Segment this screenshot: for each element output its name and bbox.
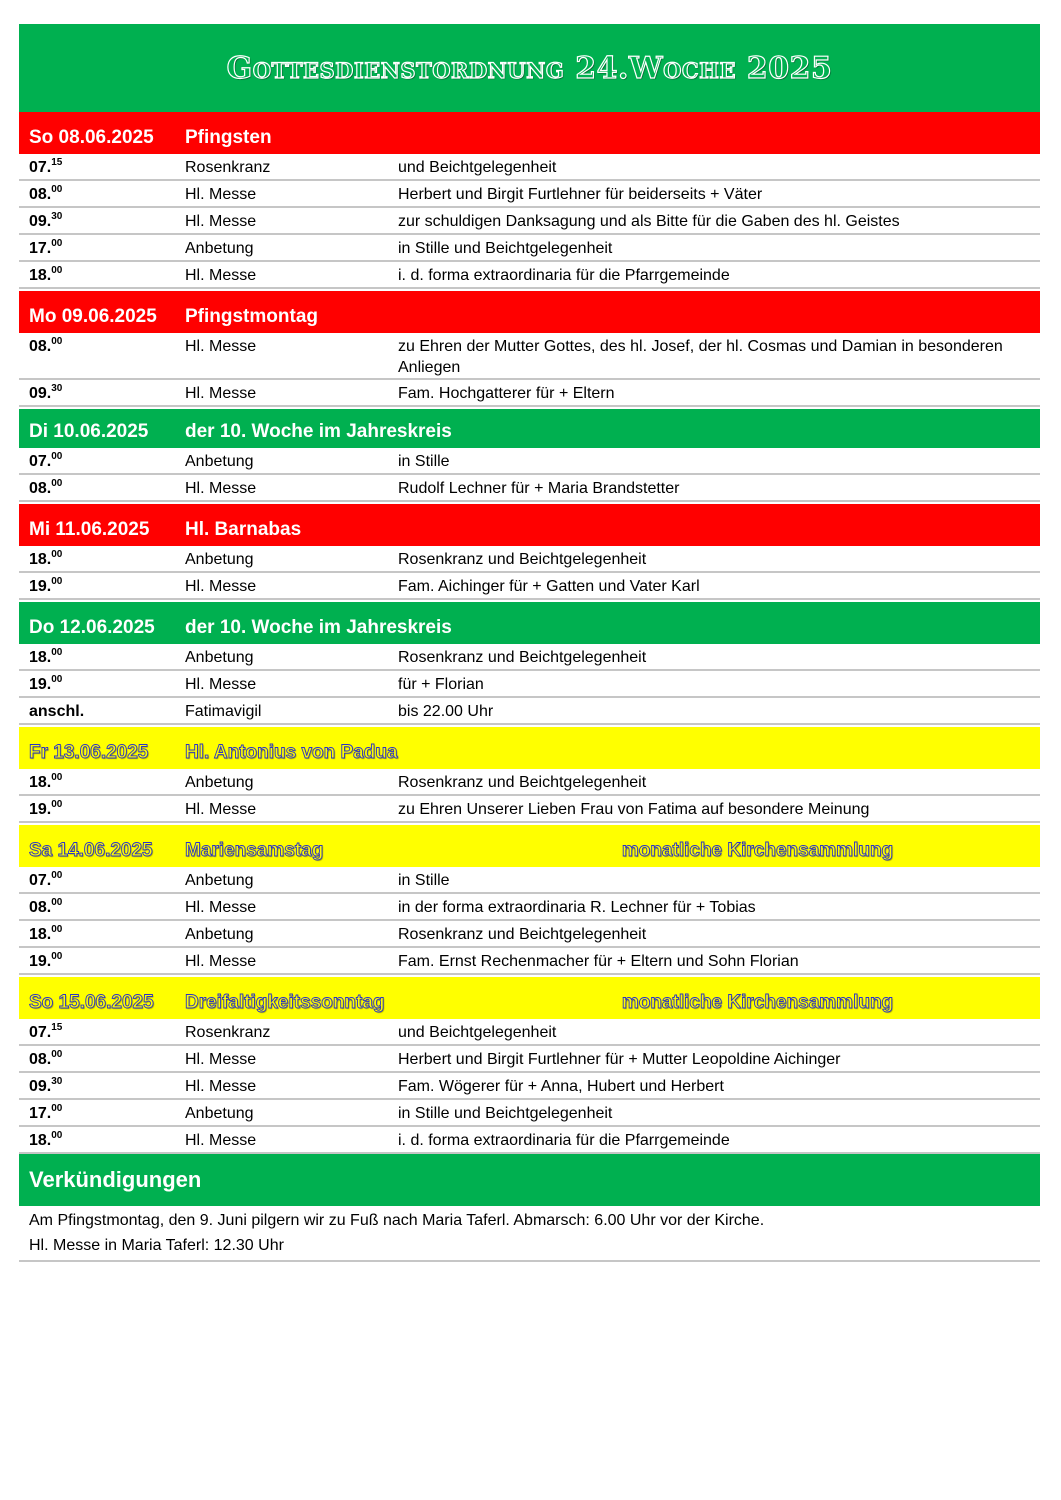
- service-row: [19, 1100, 1040, 1127]
- service-intention: in Stille und Beichtgelegenheit: [398, 1105, 613, 1122]
- time-minute: 15: [51, 1021, 63, 1033]
- service-intention: für + Florian: [398, 676, 484, 693]
- day-date: Di 10.06.2025: [29, 421, 149, 442]
- service-kind: Hl. Messe: [185, 1078, 257, 1095]
- service-row: [19, 448, 1040, 475]
- time-minute: 00: [51, 575, 63, 587]
- service-intention: zu Ehren Unserer Lieben Frau von Fatima auf besondere Meinung: [398, 801, 870, 818]
- service-time: [19, 154, 185, 179]
- service-time: [19, 1127, 185, 1152]
- service-time: [19, 867, 185, 892]
- service-time: [19, 796, 185, 821]
- service-row: [19, 235, 1040, 262]
- day-section: [19, 727, 1040, 823]
- day-header: [19, 977, 1040, 1019]
- day-section: [19, 409, 1040, 502]
- service-time: [19, 573, 185, 598]
- day-header: [19, 504, 1040, 546]
- service-time: [19, 1073, 185, 1098]
- service-intention: und Beichtgelegenheit: [398, 159, 557, 176]
- service-time: [19, 1100, 185, 1125]
- service-row: [19, 154, 1040, 181]
- service-intention: Herbert und Birgit Furtlehner für beiderseits + Väter: [398, 186, 763, 203]
- day-date: So 15.06.2025: [29, 992, 154, 1013]
- time-hour: 07.: [29, 1024, 52, 1041]
- title-bar: [19, 24, 1040, 112]
- time-minute: 00: [51, 548, 63, 560]
- time-minute: 00: [51, 1102, 63, 1114]
- time-hour: 07.: [29, 453, 52, 470]
- schedule-page: [19, 24, 1040, 1262]
- time-minute: 00: [51, 183, 63, 195]
- service-row: [19, 796, 1040, 823]
- service-intention: zur schuldigen Danksagung und als Bitte für die Gaben des hl. Geistes: [398, 213, 900, 230]
- service-row: [19, 1127, 1040, 1154]
- service-row: [19, 181, 1040, 208]
- service-row: [19, 644, 1040, 671]
- day-extra: monatliche Kirchensammlung: [621, 840, 894, 861]
- day-feast: Dreifaltigkeitssonntag: [185, 992, 385, 1013]
- time-minute: 00: [51, 950, 63, 962]
- time-minute: 00: [51, 477, 63, 489]
- service-row: [19, 546, 1040, 573]
- service-time: [19, 948, 185, 973]
- service-intention: Fam. Wögerer für + Anna, Hubert und Herbert: [398, 1078, 724, 1095]
- service-kind: Hl. Messe: [185, 953, 257, 970]
- service-kind: Anbetung: [185, 240, 254, 257]
- time-minute: 00: [51, 237, 63, 249]
- time-hour: 18.: [29, 1132, 52, 1149]
- time-minute: 00: [51, 896, 63, 908]
- service-kind: Hl. Messe: [185, 899, 257, 916]
- time-hour: 07.: [29, 159, 52, 176]
- service-row: [19, 262, 1040, 289]
- time-hour: 19.: [29, 953, 52, 970]
- service-time: [19, 262, 185, 287]
- service-kind: Rosenkranz: [185, 159, 271, 176]
- service-kind: Hl. Messe: [185, 801, 257, 818]
- service-row: [19, 769, 1040, 796]
- service-kind: Anbetung: [185, 1105, 254, 1122]
- time-hour: 19.: [29, 801, 52, 818]
- time-hour: 18.: [29, 551, 52, 568]
- time-hour: 07.: [29, 872, 52, 889]
- service-row: [19, 380, 1040, 407]
- day-section: [19, 602, 1040, 725]
- time-hour: 18.: [29, 649, 52, 666]
- announcements-body: [19, 1206, 1040, 1262]
- day-section: [19, 977, 1040, 1154]
- service-kind: Hl. Messe: [185, 1132, 257, 1149]
- time-hour: 08.: [29, 338, 52, 355]
- service-time: [19, 208, 185, 233]
- time-hour: 08.: [29, 186, 52, 203]
- service-kind: Anbetung: [185, 551, 254, 568]
- day-feast: der 10. Woche im Jahreskreis: [185, 617, 452, 638]
- day-feast: Pfingstmontag: [185, 306, 318, 327]
- service-intention: Rudolf Lechner für + Maria Brandstetter: [398, 480, 680, 497]
- service-intention: bis 22.00 Uhr: [398, 703, 494, 720]
- service-row: [19, 671, 1040, 698]
- time-minute: 30: [51, 1075, 63, 1087]
- service-kind: Hl. Messe: [185, 480, 257, 497]
- day-header: [19, 727, 1040, 769]
- time-minute: 00: [51, 335, 63, 347]
- service-time: [19, 671, 185, 696]
- time-hour: 09.: [29, 385, 52, 402]
- service-row: [19, 921, 1040, 948]
- time-minute: 00: [51, 1129, 63, 1141]
- day-feast: der 10. Woche im Jahreskreis: [185, 421, 452, 442]
- time-hour: 09.: [29, 213, 52, 230]
- time-hour: 17.: [29, 240, 52, 257]
- service-intention: Fam. Hochgatterer für + Eltern: [398, 385, 615, 402]
- service-intention: und Beichtgelegenheit: [398, 1024, 557, 1041]
- service-time: [19, 894, 185, 919]
- service-intention: Rosenkranz und Beichtgelegenheit: [398, 551, 647, 568]
- time-minute: 00: [51, 771, 63, 783]
- service-time: [19, 921, 185, 946]
- service-row: [19, 333, 1040, 380]
- service-row: [19, 948, 1040, 975]
- service-kind: Hl. Messe: [185, 267, 257, 284]
- time-minute: 00: [51, 1048, 63, 1060]
- time-minute: 30: [51, 210, 63, 222]
- time-hour: 09.: [29, 1078, 52, 1095]
- service-kind: Hl. Messe: [185, 385, 257, 402]
- day-date: Mi 11.06.2025: [29, 519, 150, 540]
- service-kind: Hl. Messe: [185, 186, 257, 203]
- service-intention: Rosenkranz und Beichtgelegenheit: [398, 926, 647, 943]
- service-row: [19, 1019, 1040, 1046]
- service-time: [19, 698, 185, 723]
- service-kind: Anbetung: [185, 774, 254, 791]
- time-minute: 00: [51, 798, 63, 810]
- service-intention: i. d. forma extraordinaria für die Pfarrgemeinde: [398, 1132, 730, 1149]
- service-intention: zu Ehren der Mutter Gottes, des hl. Josef, der hl. Cosmas und Damian in besonderen Anliegen: [398, 338, 1003, 376]
- time-minute: 00: [51, 673, 63, 685]
- day-header: [19, 112, 1040, 154]
- service-intention: in Stille: [398, 872, 450, 889]
- service-row: [19, 573, 1040, 600]
- service-intention: Fam. Aichinger für + Gatten und Vater Karl: [398, 578, 700, 595]
- service-intention: in Stille: [398, 453, 450, 470]
- announcement-line: Hl. Messe in Maria Taferl: 12.30 Uhr: [29, 1237, 284, 1254]
- time-hour: anschl.: [29, 703, 85, 720]
- service-row: [19, 475, 1040, 502]
- service-row: [19, 894, 1040, 921]
- service-time: [19, 546, 185, 571]
- service-kind: Rosenkranz: [185, 1024, 271, 1041]
- service-time: [19, 181, 185, 206]
- day-extra: monatliche Kirchensammlung: [621, 992, 894, 1013]
- time-hour: 18.: [29, 267, 52, 284]
- service-kind: Hl. Messe: [185, 213, 257, 230]
- service-time: [19, 769, 185, 794]
- service-time: [19, 333, 185, 378]
- time-hour: 19.: [29, 578, 52, 595]
- time-hour: 19.: [29, 676, 52, 693]
- day-list: [19, 112, 1040, 1154]
- time-minute: 15: [51, 156, 63, 168]
- service-time: [19, 448, 185, 473]
- service-kind: Hl. Messe: [185, 676, 257, 693]
- day-date: So 08.06.2025: [29, 127, 154, 148]
- day-section: [19, 112, 1040, 289]
- time-minute: 00: [51, 264, 63, 276]
- service-intention: Herbert und Birgit Furtlehner für + Mutter Leopoldine Aichinger: [398, 1051, 841, 1068]
- day-date: Mo 09.06.2025: [29, 306, 157, 327]
- service-kind: Anbetung: [185, 649, 254, 666]
- day-section: [19, 291, 1040, 407]
- service-time: [19, 644, 185, 669]
- service-intention: i. d. forma extraordinaria für die Pfarrgemeinde: [398, 267, 730, 284]
- time-minute: 00: [51, 923, 63, 935]
- day-section: [19, 504, 1040, 600]
- day-feast: Mariensamstag: [185, 840, 324, 861]
- time-hour: 08.: [29, 1051, 52, 1068]
- time-minute: 00: [51, 450, 63, 462]
- day-header: [19, 409, 1040, 448]
- day-header: [19, 602, 1040, 644]
- announcement-line: Am Pfingstmontag, den 9. Juni pilgern wir zu Fuß nach Maria Taferl. Abmarsch: 6.00 Uhr vor der Kirche.: [29, 1212, 765, 1229]
- day-header: [19, 825, 1040, 867]
- time-hour: 17.: [29, 1105, 52, 1122]
- announcements-header: [19, 1154, 1040, 1206]
- service-row: [19, 698, 1040, 725]
- service-intention: Fam. Ernst Rechenmacher für + Eltern und Sohn Florian: [398, 953, 799, 970]
- service-time: [19, 475, 185, 500]
- service-kind: Hl. Messe: [185, 1051, 257, 1068]
- service-row: [19, 1046, 1040, 1073]
- service-time: [19, 1019, 185, 1044]
- day-section: [19, 825, 1040, 975]
- page-title: Gottesdienstordnung 24.Woche 2025: [226, 50, 833, 86]
- service-kind: Hl. Messe: [185, 578, 257, 595]
- service-row: [19, 1073, 1040, 1100]
- service-intention: in Stille und Beichtgelegenheit: [398, 240, 613, 257]
- service-row: [19, 208, 1040, 235]
- announcements-heading: Verkündigungen: [29, 1167, 202, 1192]
- time-hour: 18.: [29, 926, 52, 943]
- service-intention: Rosenkranz und Beichtgelegenheit: [398, 649, 647, 666]
- day-date: Sa 14.06.2025: [29, 840, 153, 861]
- service-kind: Fatimavigil: [185, 703, 262, 720]
- day-feast: Hl. Barnabas: [185, 519, 302, 540]
- time-minute: 00: [51, 646, 63, 658]
- service-intention: in der forma extraordinaria R. Lechner für + Tobias: [398, 899, 756, 916]
- service-kind: Anbetung: [185, 872, 254, 889]
- time-minute: 00: [51, 869, 63, 881]
- day-date: Do 12.06.2025: [29, 617, 155, 638]
- day-feast: Pfingsten: [185, 127, 272, 148]
- day-header: [19, 291, 1040, 333]
- service-kind: Anbetung: [185, 926, 254, 943]
- service-time: [19, 235, 185, 260]
- service-kind: Hl. Messe: [185, 338, 257, 355]
- service-row: [19, 867, 1040, 894]
- service-kind: Anbetung: [185, 453, 254, 470]
- time-minute: 30: [51, 382, 63, 394]
- service-time: [19, 380, 185, 405]
- service-intention: Rosenkranz und Beichtgelegenheit: [398, 774, 647, 791]
- time-hour: 08.: [29, 480, 52, 497]
- service-time: [19, 1046, 185, 1071]
- time-hour: 08.: [29, 899, 52, 916]
- time-hour: 18.: [29, 774, 52, 791]
- day-feast: Hl. Antonius von Padua: [185, 742, 398, 763]
- day-date: Fr 13.06.2025: [29, 742, 149, 763]
